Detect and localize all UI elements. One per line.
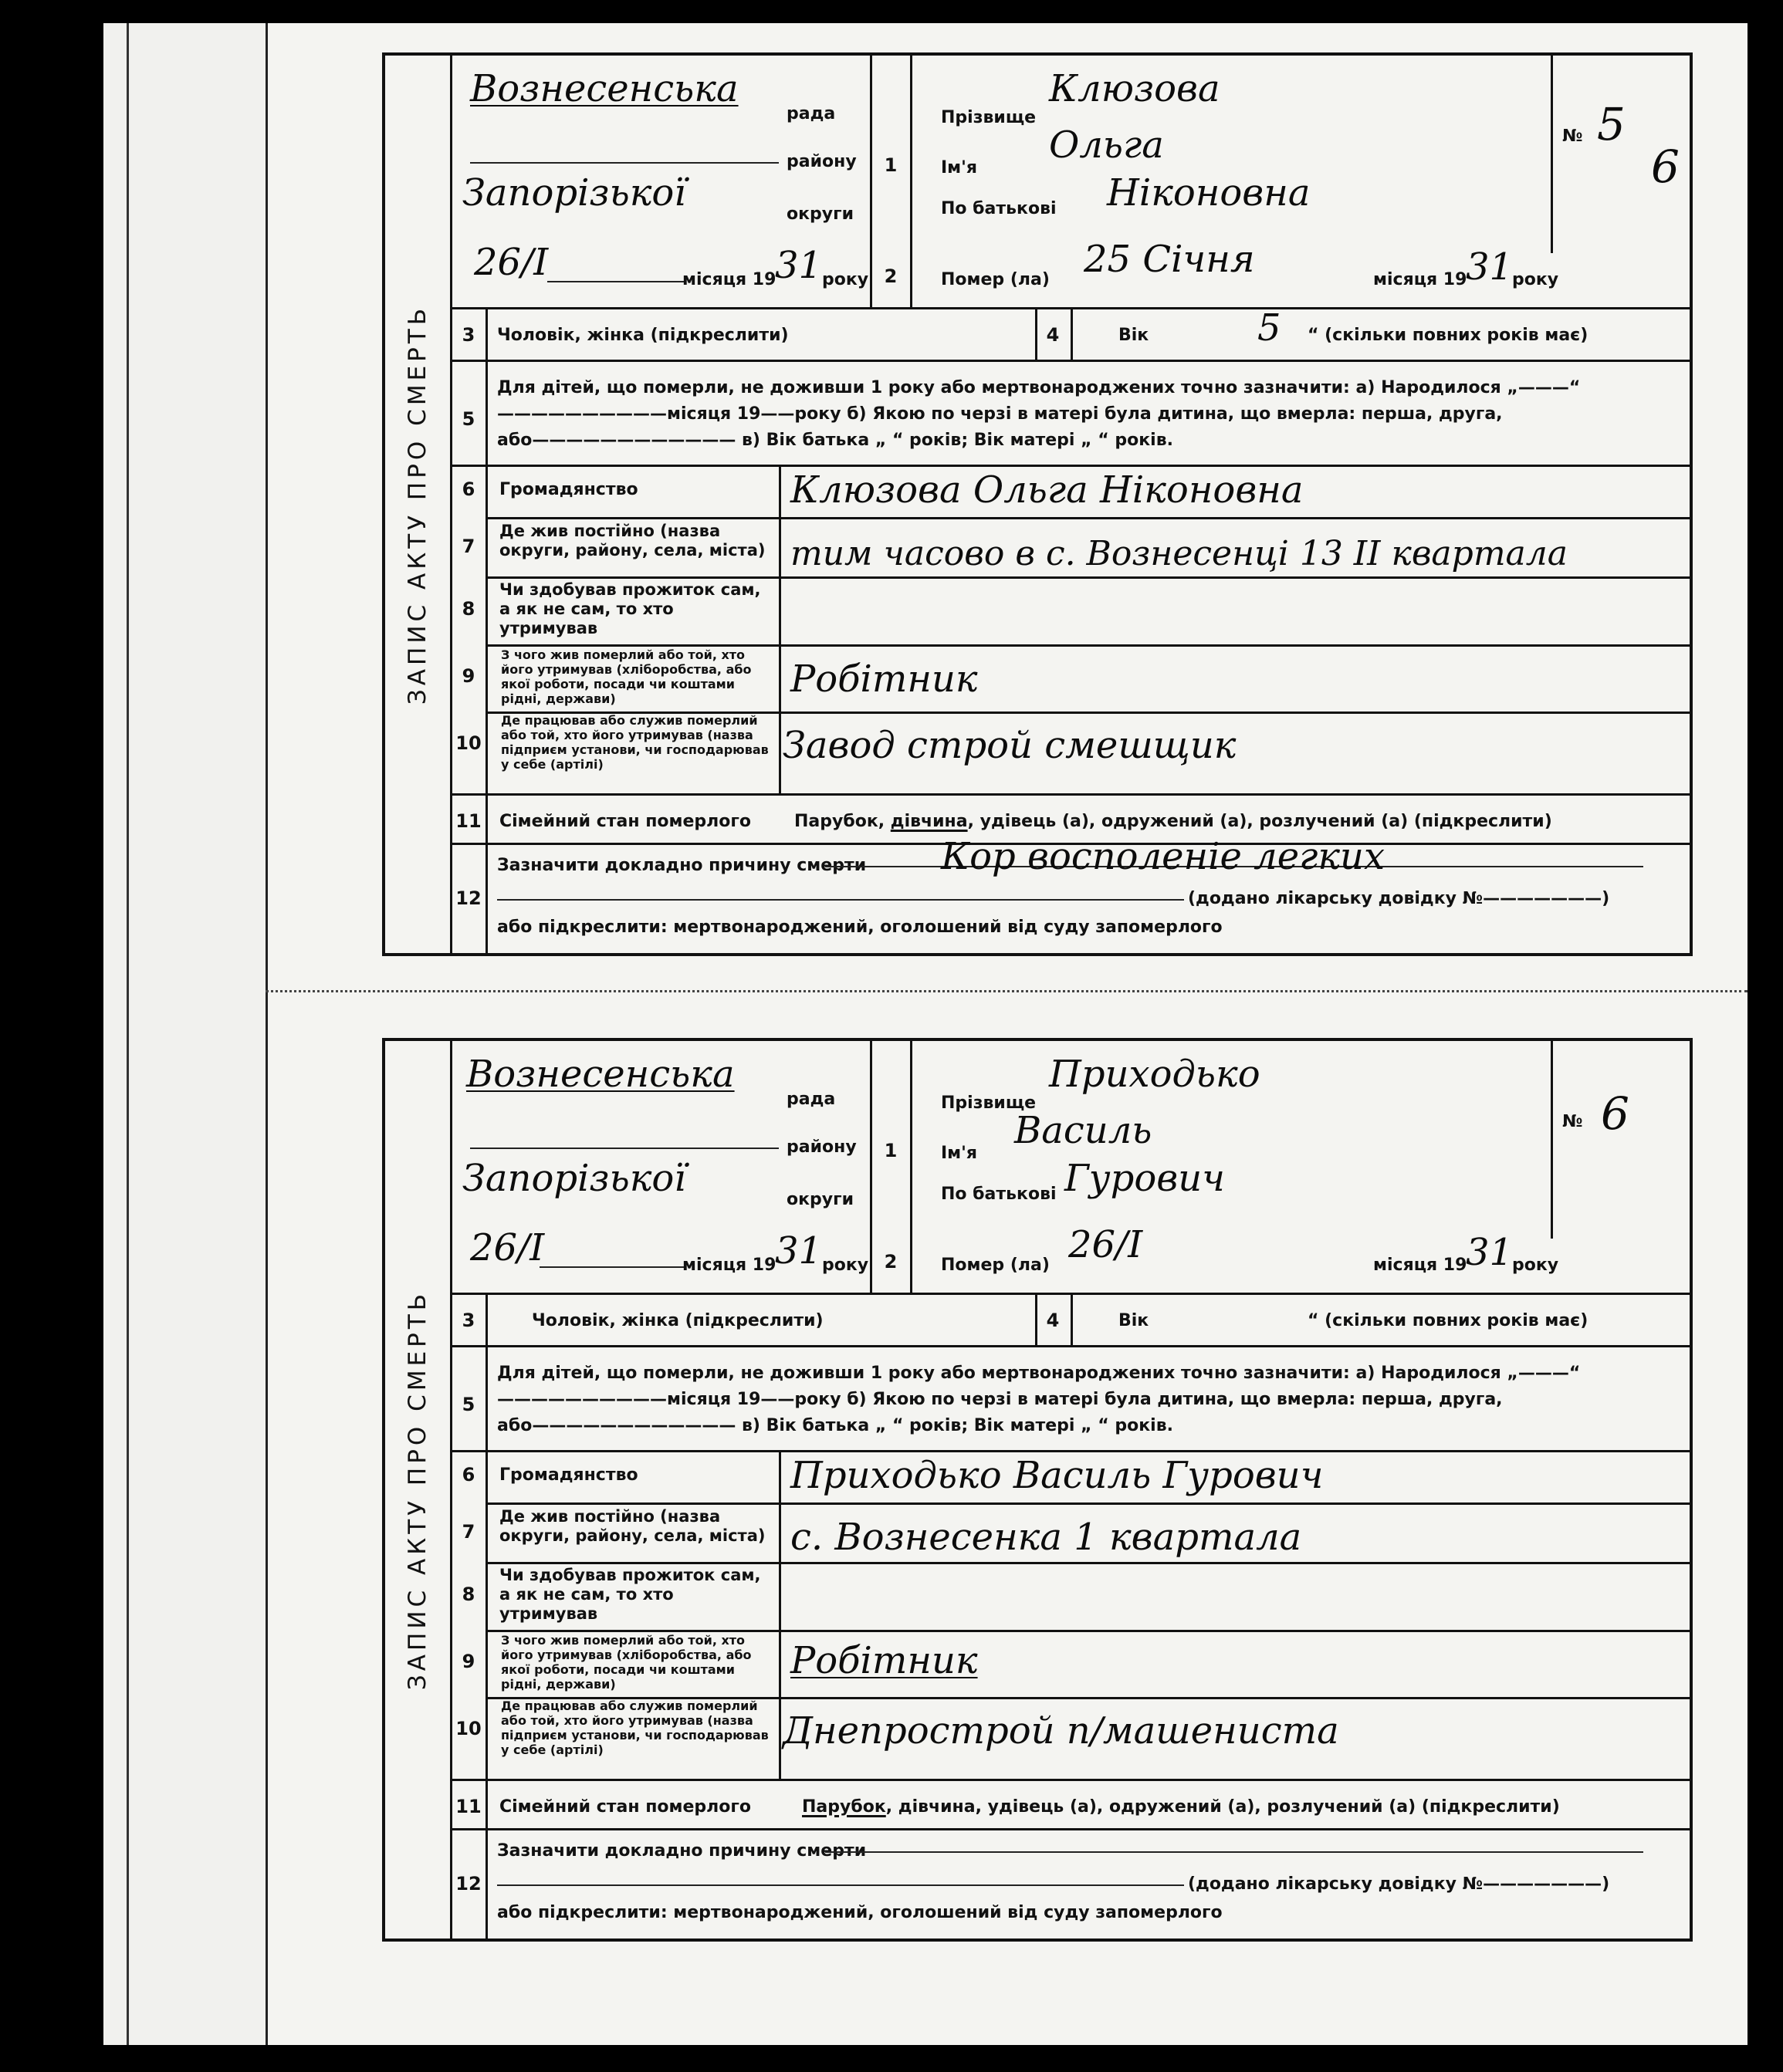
record-number: 5 xyxy=(1597,98,1626,150)
residence-value: тим часово в с. Вознесенці 13 II квартала xyxy=(790,534,1568,573)
death-date-value: 26/I xyxy=(1068,1223,1143,1266)
citizenship-value: Клюзова Ольга Ніконовна xyxy=(790,468,1304,512)
reg-date-value: 26/I xyxy=(474,241,549,284)
first-name-value: Василь xyxy=(1014,1109,1152,1152)
record-side-panel xyxy=(385,1041,452,1938)
record-side-panel xyxy=(385,56,452,953)
okruha-value: Запорізької xyxy=(462,171,686,215)
occupation-value: Робітник xyxy=(790,657,978,701)
record-number: 6 xyxy=(1601,1087,1629,1140)
first-name-value: Ольга xyxy=(1049,123,1164,167)
surname-value: Клюзова xyxy=(1049,67,1220,110)
marital-status: Парубок, дівчина, удівець (а), одружений (а), розлучений (а) (підкреслити) xyxy=(802,1797,1560,1817)
cause-of-death-value: Кор восполеніе легких xyxy=(941,835,1385,878)
residence-value: с. Вознесенка 1 квартала xyxy=(790,1516,1302,1559)
record-side-title: ЗАПИС АКТУ ПРО СМЕРТЬ xyxy=(404,304,431,705)
citizenship-value: Приходько Василь Гурович xyxy=(790,1454,1324,1497)
record-side-title: ЗАПИС АКТУ ПРО СМЕРТЬ xyxy=(404,1290,431,1690)
perforation-line xyxy=(266,990,1747,992)
surname-value: Приходько xyxy=(1049,1053,1260,1096)
left-edge-line xyxy=(127,23,129,2045)
patronymic-value: Ніконовна xyxy=(1107,171,1311,215)
death-year-value: 31 xyxy=(1466,245,1514,289)
marital-status: Парубок, дівчина, удівець (а), одружений (а), розлучений (а) (підкреслити) xyxy=(794,812,1552,831)
age-value: 5 xyxy=(1257,306,1281,350)
death-record-1: ЗАПИС АКТУ ПРО СМЕРТЬ Вознесенська рада району Запорізької округи 26/I місяця 19 31 року 1 2 Прізвище Клюзова Ім'я Ольга По батькові Ніконовна Помер (ла) 25 Січня місяця 19 31 року № 5 6 3 Чоловік, жінка (підкреслити) 4 Вік 5 “ (скільки повних років має) 5 Для дітей, що померли, не доживши 1 року або мертвонароджених точно зазначити: а) Народилося „———“ ——————————місяця 19——року б) Якою по черзі в матері була дитина, що вмерла: перша, друга, або———————————— в) Вік батька „ “ років; Вік матері „ “ років. 6 Громадянство Клюзова Ольга Ніконовна 7 Де жив постійно (назва округи, району, села, міста) тим часово в с. Вознесенці 13 II квартала 8 Чи здобував прожиток сам, а як не сам, то хто утримував 9 З чого жив померлий або той, хто його утримував (хліборобства, або якої роботи, посади чи коштами рідні, держави) Робітник 10 Де працював або служив померлий або той, хто його утримував (назва підприєм установи, чи господарював у себе (артілі) Завод строй смешщик 11 Сімейний стан померлого Парубок, дівчина, удівець (а), одружений (а), розлучений (а) (підкреслити) 12 Зазначити докладно причину смерти Кор восполеніе легких (додано лікарську довідку №———————) або підкреслити: мертвонароджений, оголошений від суду запомерлого xyxy=(382,52,1693,956)
death-year-value: 31 xyxy=(1466,1231,1514,1274)
rada-value: Вознесенська xyxy=(470,67,739,110)
workplace-value: Завод строй смешщик xyxy=(783,724,1237,767)
death-date-value: 25 Січня xyxy=(1084,238,1255,281)
reg-year-value: 31 xyxy=(775,1229,823,1273)
record-number-correction: 6 xyxy=(1651,140,1680,193)
reg-date-value: 26/I xyxy=(470,1226,545,1269)
patronymic-value: Гурович xyxy=(1064,1157,1225,1200)
reg-year-value: 31 xyxy=(775,244,823,287)
occupation-value: Робітник xyxy=(790,1639,978,1682)
rada-value: Вознесенська xyxy=(466,1053,735,1096)
workplace-value: Днепрострой п/машениста xyxy=(783,1709,1339,1753)
death-record-2: ЗАПИС АКТУ ПРО СМЕРТЬ Вознесенська рада району Запорізької округи 26/I місяця 19 31 року 1 2 Прізвище Приходько Ім'я Василь По батькові Гурович Помер (ла) 26/I місяця 19 31 року № 6 3 Чоловік, жінка (підкреслити) 4 Вік “ (скільки повних років має) 5 Для дітей, що померли, не доживши 1 року або мертвонароджених точно зазначити: а) Народилося „———“ ——————————місяця 19——року б) Якою по черзі в матері була дитина, що вмерла: перша, друга, або———————————— в) Вік батька „ “ років; Вік матері „ “ років. 6 Громадянство Приходько Василь Гурович 7 Де жив постійно (назва округи, району, села, міста) с. Вознесенка 1 квартала 8 Чи здобував прожиток сам, а як не сам, то хто утримував 9 З чого жив померлий або той, хто його утримував (хліборобства, або якої роботи, посади чи коштами рідні, держави) Робітник 10 Де працював або служив померлий або той, хто його утримував (назва підприєм установи, чи господарював у себе (артілі) Днепрострой п/машениста 11 Сімейний стан померлого Парубок, дівчина, удівець (а), одружений (а), розлучений (а) (підкреслити) 12 Зазначити докладно причину смерти (додано лікарську довідку №———————) або підкреслити: мертвонароджений, оголошений від суду запомерлого xyxy=(382,1038,1693,1942)
okruha-value: Запорізької xyxy=(462,1157,686,1200)
